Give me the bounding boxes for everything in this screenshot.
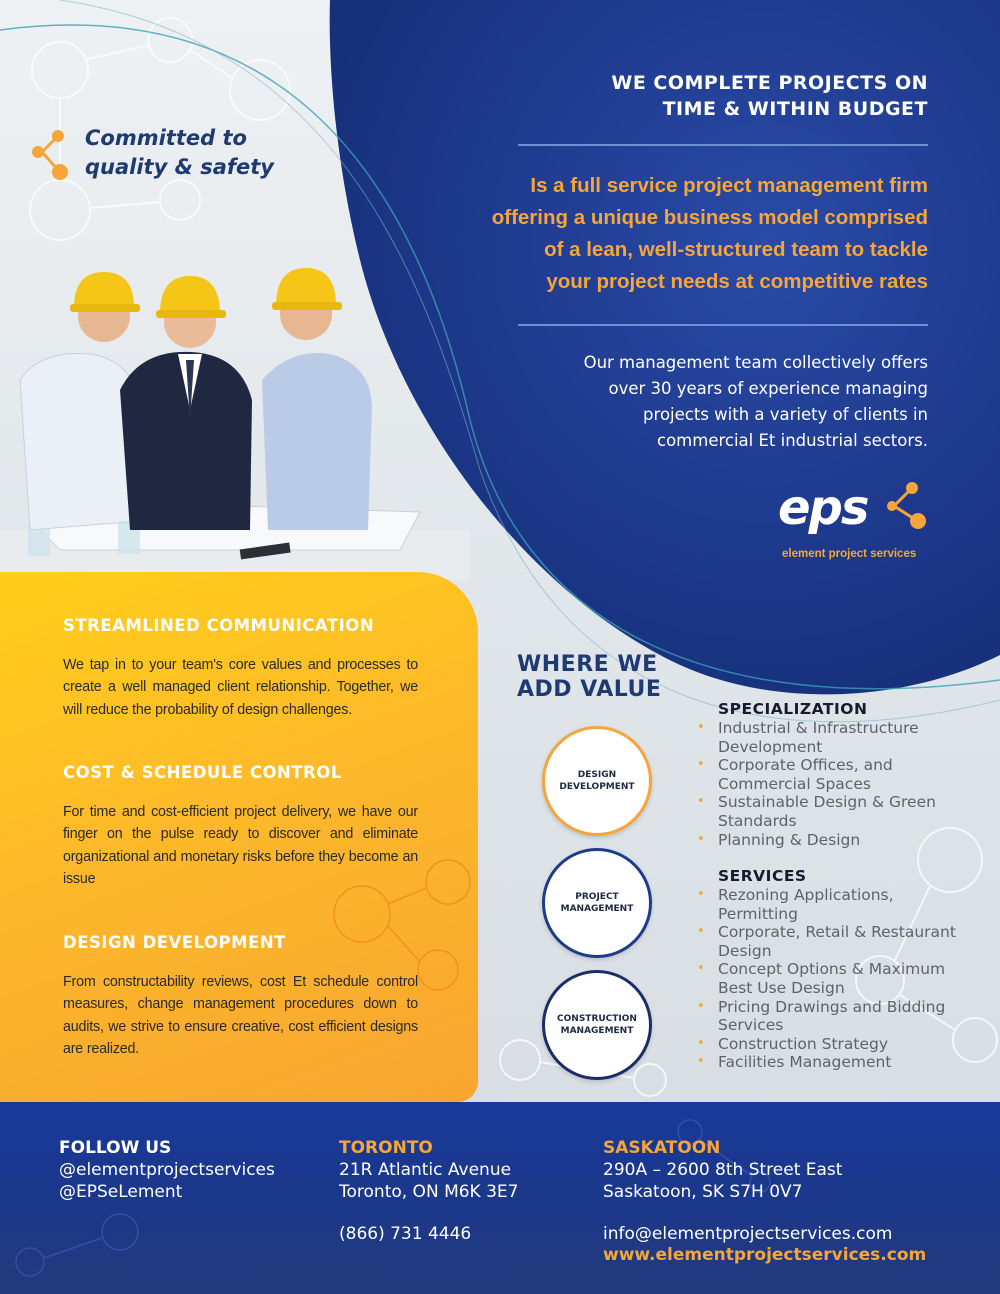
value-title-line: WHERE WE (517, 652, 658, 677)
experience-line: over 30 years of experience managing (608, 379, 928, 398)
list-item: • Planning & Design (697, 831, 977, 850)
toronto-heading: TORONTO (339, 1138, 433, 1158)
circle-label: DEVELOPMENT (559, 782, 635, 792)
follow-heading: FOLLOW US (59, 1138, 172, 1158)
committed-line-1: Committed to (85, 126, 247, 150)
footer (0, 1102, 1000, 1294)
firm-description-line: offering a unique business model comprised (491, 206, 928, 229)
section-text: From constructability reviews, cost Et schedule control measures, change management procedures down to audits, we strive to ensure creative, cost efficient designs are realized. (63, 974, 418, 1057)
list-item: • Concept Options & Maximum Best Use Design (697, 960, 977, 997)
divider (518, 144, 928, 146)
social-handle[interactable]: @elementprojectservices (59, 1160, 275, 1180)
committed-tagline (85, 124, 274, 182)
services-list (697, 886, 977, 1072)
circle-label: MANAGEMENT (560, 1026, 634, 1036)
list-item: • Pricing Drawings and Bidding Services (697, 998, 977, 1035)
firm-description-line: of a lean, well-structured team to tackle (544, 238, 928, 261)
features-panel (0, 572, 478, 1102)
committed-line-2: quality & safety (85, 155, 274, 179)
experience-line: projects with a variety of clients in (643, 405, 928, 424)
firm-description-line: your project needs at competitive rates (546, 270, 928, 293)
headline-line-2: TIME & WITHIN BUDGET (662, 98, 928, 120)
headline (508, 70, 928, 122)
toronto-address: 21R Atlantic Avenue (339, 1160, 512, 1180)
list-item: • Facilities Management (697, 1053, 977, 1072)
circle-label: DESIGN (577, 770, 617, 780)
toronto-address: Toronto, ON M6K 3E7 (339, 1182, 519, 1202)
engineers-photo (0, 230, 470, 580)
divider (518, 324, 928, 326)
experience-line: commercial Et industrial sectors. (657, 431, 928, 450)
specialization-heading: SPECIALIZATION (718, 700, 868, 718)
value-title-line: ADD VALUE (517, 677, 662, 702)
section-text: We tap in to your team's core values and processes to create a well managed client relationship. Together, we will reduce the probability of design challenges. (63, 657, 418, 718)
services-heading: SERVICES (718, 867, 807, 885)
list-item: • Corporate Offices, and Commercial Spaces (697, 756, 977, 793)
list-item: • Corporate, Retail & Restaurant Design (697, 923, 977, 960)
circle-label: CONSTRUCTION (557, 1014, 637, 1024)
section-heading: COST & SCHEDULE CONTROL (63, 763, 342, 782)
eps-logo (778, 478, 938, 568)
firm-description (448, 170, 928, 298)
construction-management-circle (542, 970, 652, 1080)
email-link[interactable]: info@elementprojectservices.com (603, 1224, 893, 1244)
saskatoon-heading: SASKATOON (603, 1138, 721, 1158)
specialization-list (697, 719, 977, 849)
experience-text (498, 350, 928, 454)
project-management-circle (542, 848, 652, 958)
list-item: • Sustainable Design & Green Standards (697, 793, 977, 830)
circle-label: PROJECT (575, 892, 619, 902)
list-item: • Construction Strategy (697, 1035, 977, 1054)
section-text: For time and cost-efficient project delivery, we have our finger on the pulse ready to discover and eliminate organizational and monetary risks before they become an issue (63, 804, 418, 887)
social-handle[interactable]: @EPSeLement (59, 1182, 183, 1202)
list-item: • Rezoning Applications, Permitting (697, 886, 977, 923)
section-heading: DESIGN DEVELOPMENT (63, 933, 286, 952)
logo-subtitle: element project services (782, 548, 917, 560)
saskatoon-address: Saskatoon, SK S7H 0V7 (603, 1182, 803, 1202)
experience-line: Our management team collectively offers (583, 353, 928, 372)
list-item: • Industrial & Infrastructure Development (697, 719, 977, 756)
molecule-icon (28, 126, 78, 186)
firm-description-line: Is a full service project management firm (530, 174, 928, 197)
saskatoon-address: 290A – 2600 8th Street East (603, 1160, 843, 1180)
value-title (517, 652, 661, 702)
website-link[interactable]: www.elementprojectservices.com (603, 1245, 927, 1265)
design-development-circle (542, 726, 652, 836)
logo-wordmark: eps (778, 480, 868, 536)
section-heading: STREAMLINED COMMUNICATION (63, 616, 375, 635)
circle-label: MANAGEMENT (560, 904, 634, 914)
headline-line-1: WE COMPLETE PROJECTS ON (611, 72, 928, 94)
phone-number[interactable]: (866) 731 4446 (339, 1224, 472, 1244)
logo-molecule-icon (882, 480, 934, 532)
